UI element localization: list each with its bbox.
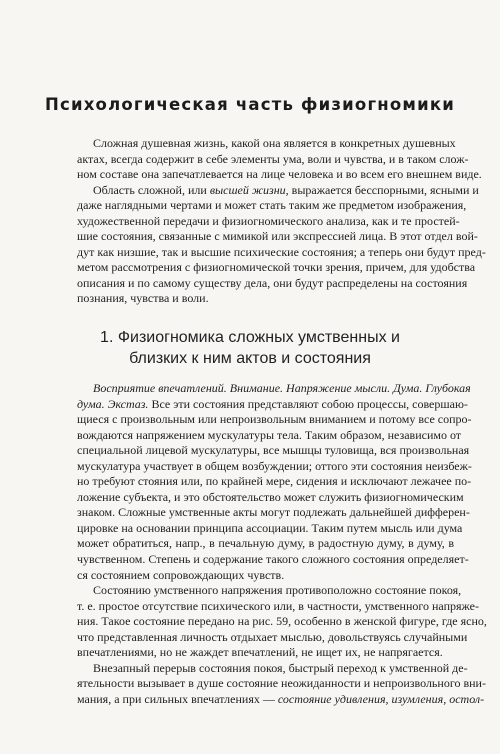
text-line: но требуют стояния или, по крайней мере, сидения и исключают лежачее по- bbox=[77, 474, 472, 489]
text-line: метом рассмотрения с физиогномической точки зрения, причем, для удобства bbox=[77, 260, 476, 275]
text-line: знаком. Сложные умственные акты могут подлежать дальнейшей дифферен- bbox=[77, 505, 470, 520]
text-line: т. е. простое отсутствие психического или, в частности, умственного напряже- bbox=[77, 598, 479, 613]
text-line: ятельности вызывает в душе состояние неожиданности и непроизвольного вни- bbox=[77, 676, 486, 691]
text-line: Сложная душевная жизнь, какой она является в конкретных душевных bbox=[93, 136, 456, 150]
text-line: Внезапный перерыв состояния покоя, быстрый переход к умственной де- bbox=[93, 660, 468, 675]
text-line: чувственном. Степень и содержание такого сложного состояния определяет- bbox=[77, 552, 469, 567]
text-line: актах, всегда содержит в себе элементы ума, воли и чувства, и в таком слож- bbox=[77, 151, 469, 166]
text-line: дут как низшие, так и высшие психические состояния; а теперь они будут пред- bbox=[77, 244, 486, 259]
text-line: ложение субъекта, и это обстоятельство может служить физиогномическим bbox=[77, 489, 464, 504]
section-title-line: близких к ним актов и состояния bbox=[129, 350, 371, 367]
text-line: описания и по самому существу дела, они будут распределены на состояния bbox=[77, 275, 468, 290]
text-line bbox=[77, 691, 485, 708]
part-title: Психологическая часть физиогномики bbox=[44, 95, 456, 114]
text-run: , выражается бесспорными, ясными и bbox=[285, 182, 479, 197]
text-run: Область сложной, или bbox=[93, 182, 210, 197]
text-line: художественной передачи и физиогномического анализа, как и те простей- bbox=[77, 213, 460, 228]
text-line: ном составе она запечатлевается на лице человека и во всем его внешнем виде. bbox=[77, 167, 482, 182]
text-run: дума. Экстаз. bbox=[77, 396, 149, 411]
text-line: впечатлениями, но не жаждет впечатлений, не ищет их, не напрягается. bbox=[77, 645, 443, 660]
text-line: ния. Такое состояние передано на рис. 59, особенно в женской фигуре, где ясно, bbox=[77, 614, 487, 629]
text-line bbox=[77, 396, 468, 413]
text-line: цировке на основании принципа ассоциации. Таким путем мысль или дума bbox=[77, 520, 463, 535]
text-line: что представленная личность отдыхает мыслью, довольствуясь случайными bbox=[77, 629, 468, 644]
text-line: шие состояния, связанные с мимикой или экспрессией лица. В этот отдел вой- bbox=[77, 229, 478, 244]
intro-paragraph bbox=[77, 136, 486, 307]
text-run: мания, а при сильных впечатлениях — bbox=[77, 691, 278, 706]
text-run: состояние удивления, изумления, остол- bbox=[277, 691, 485, 706]
text-line: Восприятие впечатлений. Внимание. Напряжение мысли. Дума. Глубокая bbox=[93, 381, 471, 395]
text-line: специальной лицевой мускулатуры, все мышцы туловища, вся произвольная bbox=[77, 443, 470, 458]
text-line: вождаются напряжением мускулатуры тела. Таким образом, независимо от bbox=[77, 427, 462, 442]
text-line: щиеся с произвольным или непроизвольным вниманием и потому все сопро- bbox=[77, 412, 472, 427]
text-line: даже наглядными чертами и может стать таким же предметом изображения, bbox=[77, 198, 467, 213]
section-title-line: 1. Физиогномика сложных умственных и bbox=[100, 329, 400, 346]
text-run: высшей жизни bbox=[209, 182, 286, 197]
section-title bbox=[0, 327, 500, 369]
text-line: может обратиться, напр., в печальную думу, в радостную думу, в думу, в bbox=[77, 536, 454, 551]
section-body bbox=[77, 381, 487, 707]
text-line: Состоянию умственного напряжения противоположно состояние покоя, bbox=[93, 583, 462, 598]
text-run: Все эти состояния представляют собою процессы, совершаю- bbox=[148, 396, 468, 411]
text-line: мускулатура участвует в общем возбуждении; оттого эти состояния неизбеж- bbox=[77, 458, 472, 473]
text-line: ся состоянием сопровождающих чувств. bbox=[77, 567, 285, 582]
text-line bbox=[77, 182, 479, 199]
text-line: познания, чувства и воли. bbox=[77, 291, 209, 306]
